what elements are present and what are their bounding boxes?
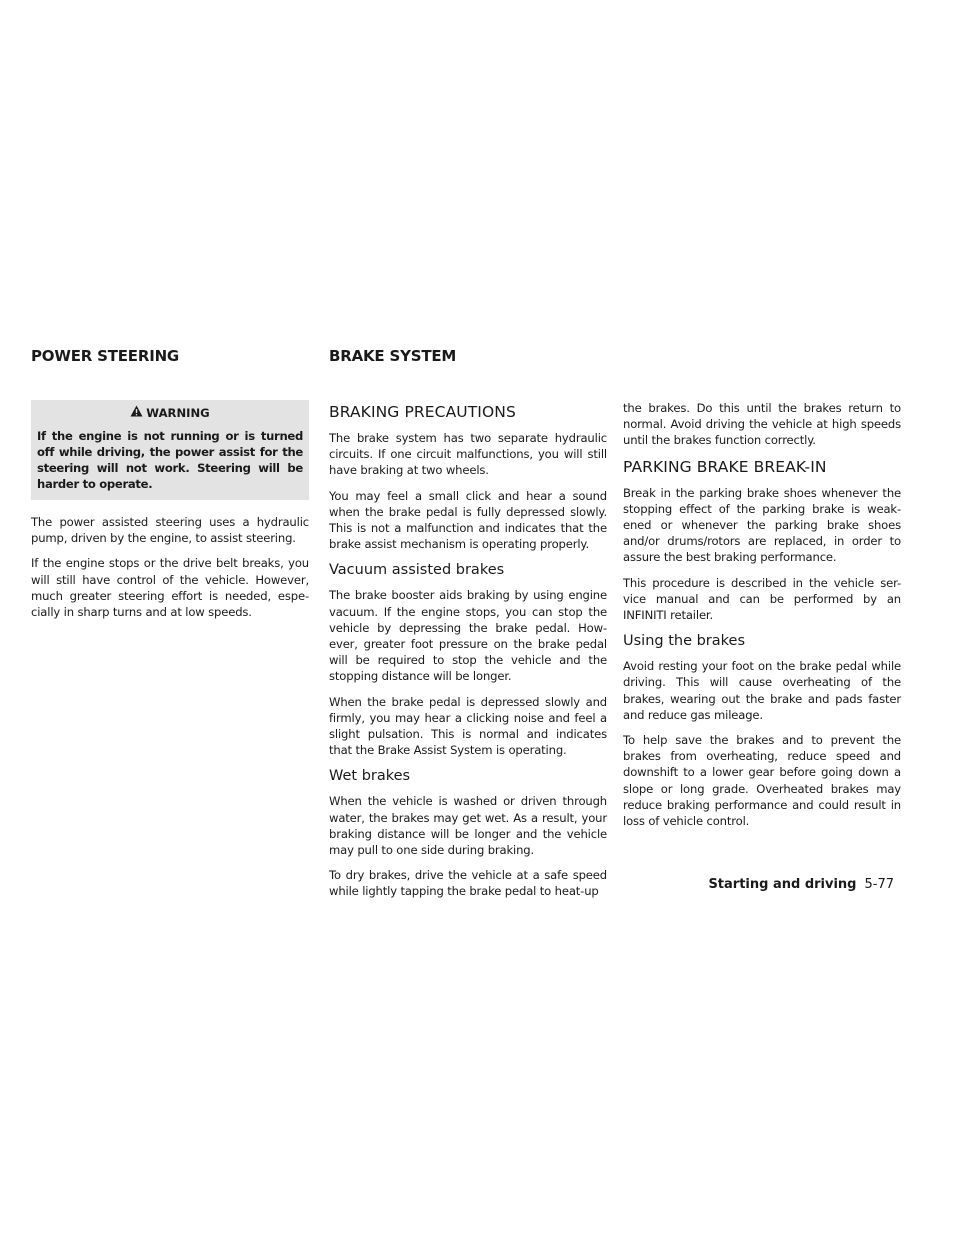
wet-brakes-continued: the brakes. Do this until the brakes return to normal. Avoid driving the vehicle at high speeds until the brakes function correctly.	[623, 401, 901, 448]
parking-brake-paragraph: Break in the parking brake shoes whenever the stopping effect of the parking brake is weak-ened or whenever the parking brake shoes and/or drums/rotors are replaced, in order to assure the best braking performance.	[623, 485, 901, 565]
brake-system-heading: BRAKE SYSTEM	[329, 347, 457, 365]
vacuum-assisted-heading: Vacuum assisted brakes	[329, 562, 505, 579]
vacuum-assisted-paragraph: The brake booster aids braking by using engine vacuum. If the engine stops, you can stop the vehicle by depressing the brake pedal. How-ever, greater foot pressure on the brake pedal will be required to stop the vehicle and the stopping distance will be longer.	[329, 588, 607, 684]
wet-brakes-heading: Wet brakes	[329, 768, 411, 785]
page-footer	[708, 877, 894, 892]
wet-brakes-paragraph: To dry brakes, drive the vehicle at a safe speed while lightly tapping the brake pedal to heat-up	[329, 868, 607, 899]
using-brakes-paragraph: To help save the brakes and to prevent the brakes from overheating, reduce speed and downshift to a lower gear before going down a slope or long grade. Overheated brakes may reduce braking performance and could result in loss of vehicle control.	[623, 733, 901, 829]
vacuum-assisted-paragraph: When the brake pedal is depressed slowly and firmly, you may hear a clicking noise and feel a slight pulsation. This is normal and indicates that the Brake Assist System is operating.	[329, 694, 607, 758]
column-power-steering	[31, 400, 309, 629]
warning-box	[31, 400, 309, 500]
page-number: 5-77	[864, 877, 894, 892]
power-steering-paragraph: The power assisted steering uses a hydraulic pump, driven by the engine, to assist steering.	[31, 515, 309, 546]
wet-brakes-paragraph: When the vehicle is washed or driven through water, the brakes may get wet. As a result, your braking distance will be longer and the vehicle may pull to one side during braking.	[329, 794, 607, 858]
power-steering-paragraph: If the engine stops or the drive belt breaks, you will still have control of the vehicle. However, much greater steering effort is needed, espe-cially in sharp turns and at low speeds.	[31, 556, 309, 620]
parking-brake-heading: PARKING BRAKE BREAK-IN	[623, 457, 827, 476]
parking-brake-paragraph: This procedure is described in the vehicle ser-vice manual and can be performed by an INFINITI retailer.	[623, 575, 901, 623]
column-brake-system	[329, 400, 607, 909]
using-brakes-heading: Using the brakes	[623, 633, 746, 650]
warning-triangle-icon	[130, 405, 143, 420]
warning-title: WARNING	[146, 405, 210, 420]
column-brake-system-continued	[623, 400, 901, 838]
braking-precautions-heading: BRAKING PRECAUTIONS	[329, 403, 516, 421]
warning-title-row	[37, 405, 303, 420]
warning-text: If the engine is not running or is turned off while driving, the power assist for the steering will not work. Steering will be harder to operate.	[37, 429, 303, 491]
power-steering-heading: POWER STEERING	[31, 347, 180, 365]
braking-precautions-paragraph: You may feel a small click and hear a sound when the brake pedal is fully depressed slowly. This is not a malfunction and indicates that the brake assist mechanism is operating properly.	[329, 488, 607, 552]
using-brakes-paragraph: Avoid resting your foot on the brake pedal while driving. This will cause overheating of the brakes, wearing out the brake and pads faster and reduce gas mileage.	[623, 659, 901, 722]
footer-section-title: Starting and driving	[708, 877, 857, 892]
braking-precautions-paragraph: The brake system has two separate hydraulic circuits. If one circuit malfunctions, you will still have braking at two wheels.	[329, 431, 607, 478]
